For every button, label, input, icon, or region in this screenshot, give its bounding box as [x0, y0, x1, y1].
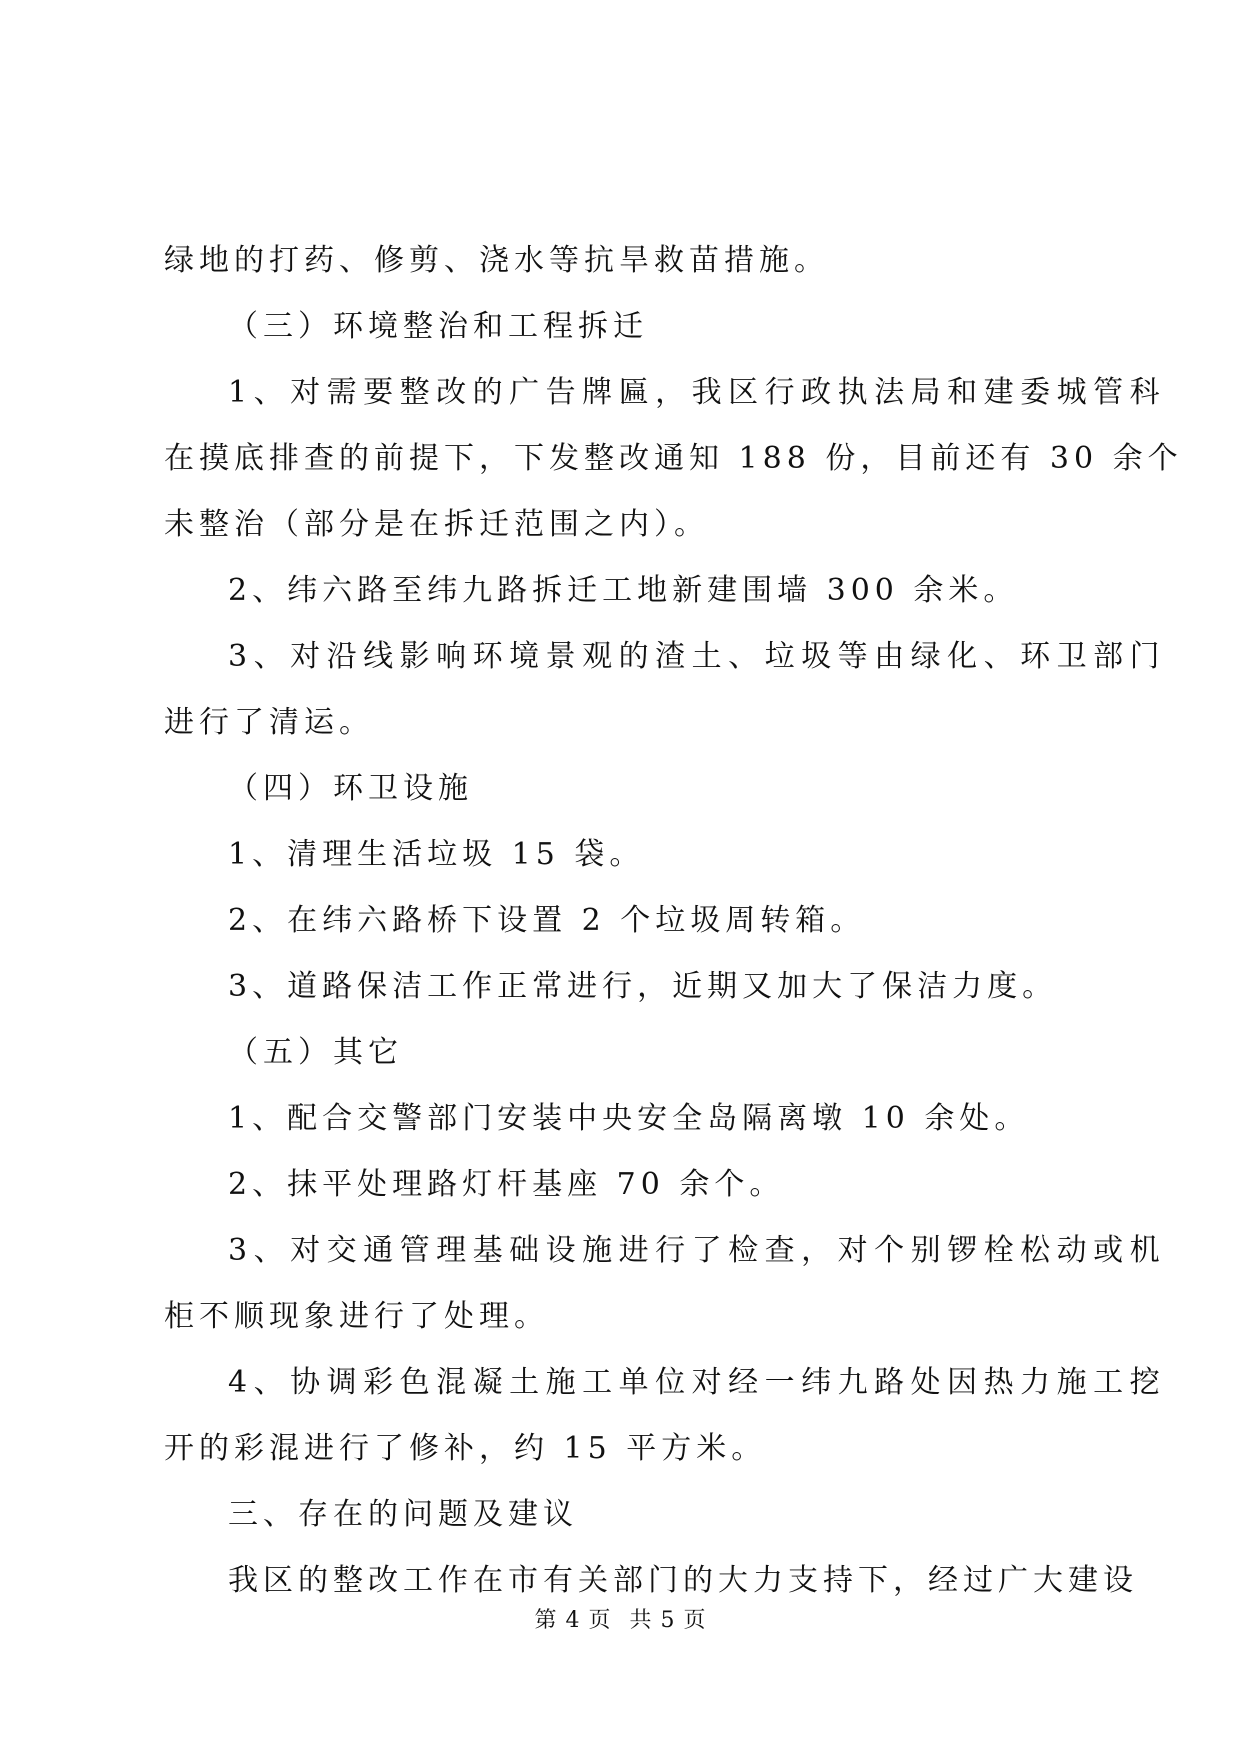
body-line: 绿地的打药、修剪、浇水等抗旱救苗措施。 — [164, 243, 829, 278]
body-line: 我区的整改工作在市有关部门的大力支持下，经过广大建设 — [228, 1563, 1138, 1598]
body-line: 1、对需要整改的广告牌匾，我区行政执法局和建委城管科 — [228, 375, 1167, 410]
body-line: 3、对交通管理基础设施进行了检查，对个别锣栓松动或机 — [228, 1233, 1167, 1268]
body-line: 2、在纬六路桥下设置 2 个垃圾周转箱。 — [228, 903, 866, 938]
body-line: 4、协调彩色混凝土施工单位对经一纬九路处因热力施工挖 — [228, 1365, 1167, 1400]
body-line: 1、清理生活垃圾 15 袋。 — [228, 837, 645, 872]
body-line: 3、对沿线影响环境景观的渣土、垃圾等由绿化、环卫部门 — [228, 639, 1167, 674]
page-footer — [0, 1606, 1241, 1636]
body-line: 进行了清运。 — [164, 705, 374, 740]
body-line: 3、道路保洁工作正常进行，近期又加大了保洁力度。 — [228, 969, 1058, 1004]
body-line: 1、配合交警部门安装中央安全岛隔离墩 10 余处。 — [228, 1101, 1030, 1136]
section-heading: （三）环境整治和工程拆迁 — [228, 309, 648, 344]
body-line: 2、纬六路至纬九路拆迁工地新建围墙 300 余米。 — [228, 573, 1019, 608]
body-line: 未整治（部分是在拆迁范围之内）。 — [164, 507, 709, 542]
body-line: 开的彩混进行了修补，约 15 平方米。 — [164, 1431, 767, 1466]
body-line: 柜不顺现象进行了处理。 — [164, 1299, 549, 1334]
body-line: 2、抹平处理路灯杆基座 70 余个。 — [228, 1167, 785, 1202]
document-body — [164, 228, 1183, 1614]
section-heading: （五）其它 — [228, 1035, 403, 1070]
section-heading: （四）环卫设施 — [228, 771, 473, 806]
page-number: 第 4 页 — [534, 1608, 612, 1633]
page-total: 共 5 页 — [629, 1608, 707, 1633]
section-heading: 三、存在的问题及建议 — [228, 1497, 578, 1532]
body-line: 在摸底排查的前提下，下发整改通知 188 份，目前还有 30 余个 — [164, 441, 1183, 476]
